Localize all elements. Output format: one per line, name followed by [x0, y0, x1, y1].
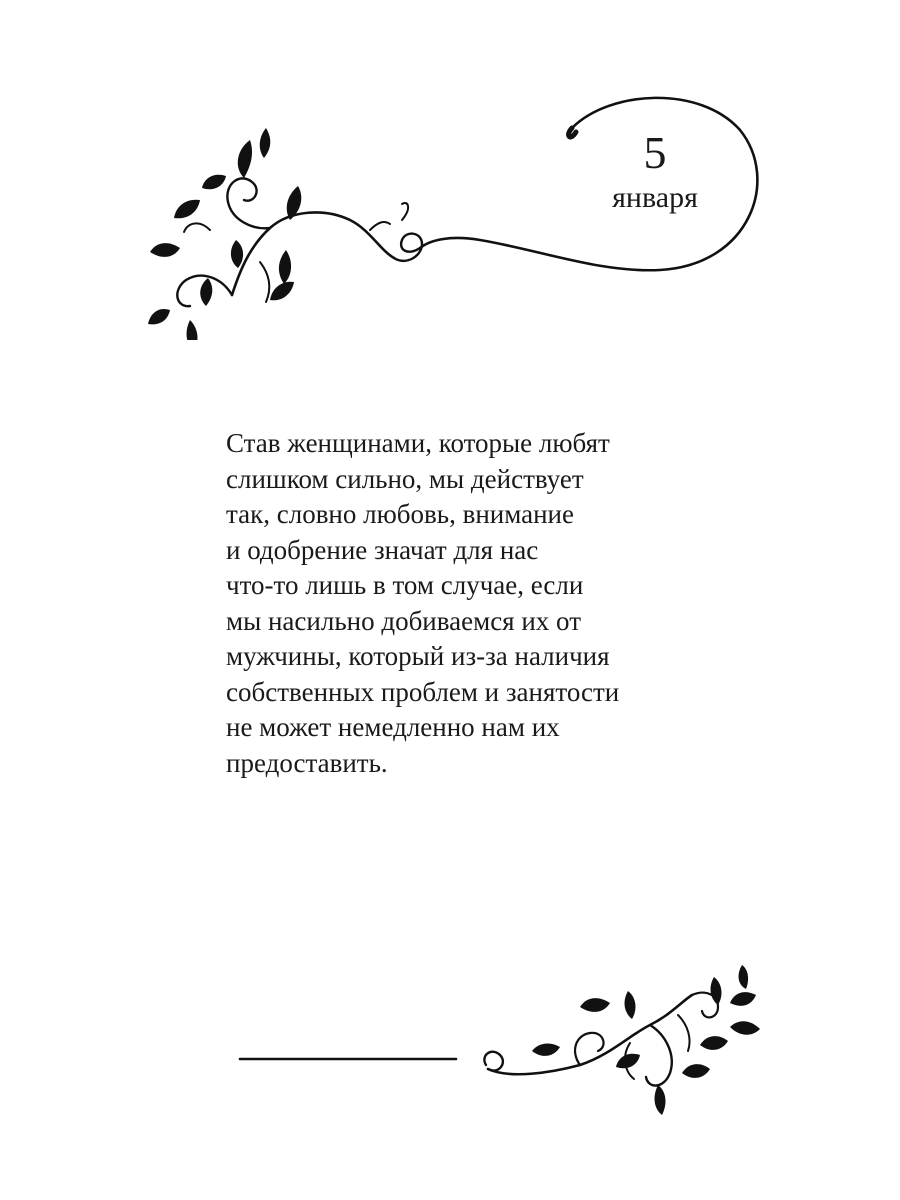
- quote-line: мы насильно добиваемся их от: [226, 605, 581, 636]
- quote-line: Став женщинами, которые любят: [226, 428, 610, 458]
- quote-line: собственных проблем и занятости: [226, 676, 620, 707]
- date-day: 5: [643, 127, 667, 178]
- quote-line: предоставить.: [226, 747, 388, 778]
- quote-line: так, словно любовь, внимание: [226, 499, 574, 529]
- quote-line: слишком сильно, мы действует: [226, 463, 584, 494]
- quote-line: и одобрение значат для нас: [226, 534, 539, 565]
- quote-line: мужчины, который из-за наличия: [226, 641, 610, 671]
- bottom-floral-ornament-icon: [230, 955, 770, 1125]
- quote-line: что-то лишь в том случае, если: [226, 570, 584, 600]
- quote-text: [226, 426, 706, 781]
- quote-line: не может немедленно нам их: [226, 712, 560, 742]
- date-month: января: [612, 181, 698, 214]
